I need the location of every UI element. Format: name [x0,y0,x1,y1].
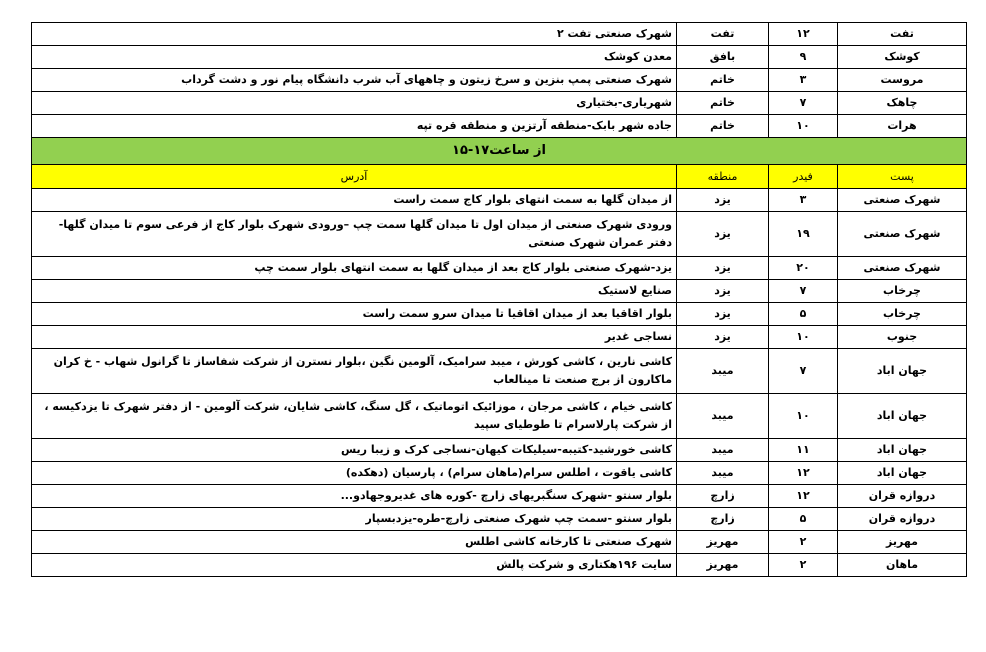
address-cell: بلوار اقاقیا بعد از میدان اقاقیا تا میدان سرو سمت راست [32,303,677,326]
table-row [32,189,967,212]
table-row [32,531,967,554]
region-cell: زارچ [677,508,769,531]
post-cell: شهرک صنعتی [838,257,967,280]
post-cell: شهرک صنعتی [838,189,967,212]
header-post: پست [838,165,967,189]
address-cell: از میدان گلها به سمت انتهای بلوار کاج سمت راست [32,189,677,212]
feeder-cell: ۷ [769,92,838,115]
address-cell: جاده شهر بابک-منطقه آرتزین و منطقه قره تپه [32,115,677,138]
table-row [32,212,967,257]
post-cell: ماهان [838,554,967,577]
region-cell: یزد [677,280,769,303]
time-section-row [32,138,967,165]
feeder-cell: ۵ [769,508,838,531]
region-cell: یزد [677,212,769,257]
region-cell: بافق [677,46,769,69]
table-row [32,394,967,439]
feeder-cell: ۱۱ [769,439,838,462]
feeder-cell: ۱۰ [769,394,838,439]
post-cell: مهریز [838,531,967,554]
region-cell: زارچ [677,485,769,508]
table-row [32,554,967,577]
region-cell: خاتم [677,92,769,115]
feeder-cell: ۵ [769,303,838,326]
post-cell: دروازه قران [838,485,967,508]
table-row [32,326,967,349]
table-row [32,23,967,46]
feeder-cell: ۷ [769,349,838,394]
region-cell: خاتم [677,115,769,138]
post-cell: چرخاب [838,303,967,326]
post-cell: چرخاب [838,280,967,303]
table-row [32,462,967,485]
post-cell: تفت [838,23,967,46]
post-cell: جهان اباد [838,462,967,485]
region-cell: یزد [677,303,769,326]
table-row [32,303,967,326]
post-cell: جهان اباد [838,394,967,439]
table-row [32,257,967,280]
header-region: منطقه [677,165,769,189]
post-cell: جهان اباد [838,439,967,462]
post-cell: دروازه قران [838,508,967,531]
address-cell: کاشی یاقوت ، اطلس سرام(ماهان سرام) ، پارسیان (دهکده) [32,462,677,485]
address-cell: ورودی شهرک صنعتی از میدان اول تا میدان گلها سمت چپ –ورودی شهرک بلوار کاج از فرعی سوم تا میدان گلها-دفتر عمران شهرک صنعتی [32,212,677,257]
region-cell: یزد [677,326,769,349]
region-cell: میبد [677,394,769,439]
post-cell: شهرک صنعتی [838,212,967,257]
region-cell: یزد [677,189,769,212]
region-cell: مهریز [677,554,769,577]
region-cell: یزد [677,257,769,280]
region-cell: میبد [677,439,769,462]
post-cell: چاهک [838,92,967,115]
feeder-cell: ۳ [769,189,838,212]
address-cell: شهرک صنعتی پمپ بنزین و سرخ زیتون و چاههای آب شرب دانشگاه پیام نور و دشت گرداب [32,69,677,92]
table-row [32,439,967,462]
address-cell: معدن کوشک [32,46,677,69]
address-cell: صنایع لاستیک [32,280,677,303]
feeder-cell: ۱۲ [769,462,838,485]
post-cell: جنوب [838,326,967,349]
feeder-cell: ۱۰ [769,326,838,349]
table-row [32,349,967,394]
feeder-cell: ۹ [769,46,838,69]
address-cell: کاشی خورشید-کتیبه-سیلیکات کیهان-نساجی کرک و زیبا ریس [32,439,677,462]
table-row [32,508,967,531]
address-cell: بلوار سنتو -سمت چپ شهرک صنعتی زارچ-طره-یزدبسپار [32,508,677,531]
feeder-cell: ۲ [769,554,838,577]
feeder-cell: ۲۰ [769,257,838,280]
post-cell: مروست [838,69,967,92]
address-cell: سایت ۱۹۶هکتاری و شرکت پالش [32,554,677,577]
address-cell: نساجی غدیر [32,326,677,349]
table-row [32,115,967,138]
feeder-cell: ۳ [769,69,838,92]
region-cell: میبد [677,462,769,485]
region-cell: تفت [677,23,769,46]
address-cell: کاشی نارین ، کاشی کورش ، میبد سرامیک، آلومین نگین ،بلوار نسترن از شرکت شفاساز تا گرانول شهاب - خ کران ماکارون از برج صنعت تا مینالعاب [32,349,677,394]
table-row [32,92,967,115]
post-cell: کوشک [838,46,967,69]
feeder-cell: ۲ [769,531,838,554]
address-cell: کاشی خیام ، کاشی مرجان ، موزائیک اتوماتیک ، گل سنگ، کاشی شایان، شرکت آلومین - از دفتر شهرک تا یزدکیسه ، از شرکت پارلاسرام تا طوطیای سپید [32,394,677,439]
header-address: آدرس [32,165,677,189]
section-title: از ساعت۱۷-۱۵ [32,138,967,165]
region-cell: مهریز [677,531,769,554]
feeder-cell: ۱۹ [769,212,838,257]
feeder-cell: ۷ [769,280,838,303]
table-row [32,69,967,92]
table-row [32,485,967,508]
feeder-cell: ۱۰ [769,115,838,138]
address-cell: شهرک صنعتی تفت ۲ [32,23,677,46]
post-cell: جهان اباد [838,349,967,394]
table-row [32,46,967,69]
post-cell: هرات [838,115,967,138]
address-cell: بلوار سنتو -شهرک سنگبریهای زارچ -کوره های غدیروجهادو... [32,485,677,508]
table-row [32,280,967,303]
header-feeder: فیدر [769,165,838,189]
address-cell: شهرک صنعتی تا کارخانه کاشی اطلس [32,531,677,554]
address-cell: شهریاری-بختیاری [32,92,677,115]
region-cell: میبد [677,349,769,394]
table-body [32,23,967,577]
region-cell: خاتم [677,69,769,92]
outage-schedule-table [31,22,967,577]
header-row [32,165,967,189]
address-cell: یزد-شهرک صنعتی بلوار کاج بعد از میدان گلها به سمت انتهای بلوار سمت چپ [32,257,677,280]
feeder-cell: ۱۲ [769,485,838,508]
feeder-cell: ۱۲ [769,23,838,46]
